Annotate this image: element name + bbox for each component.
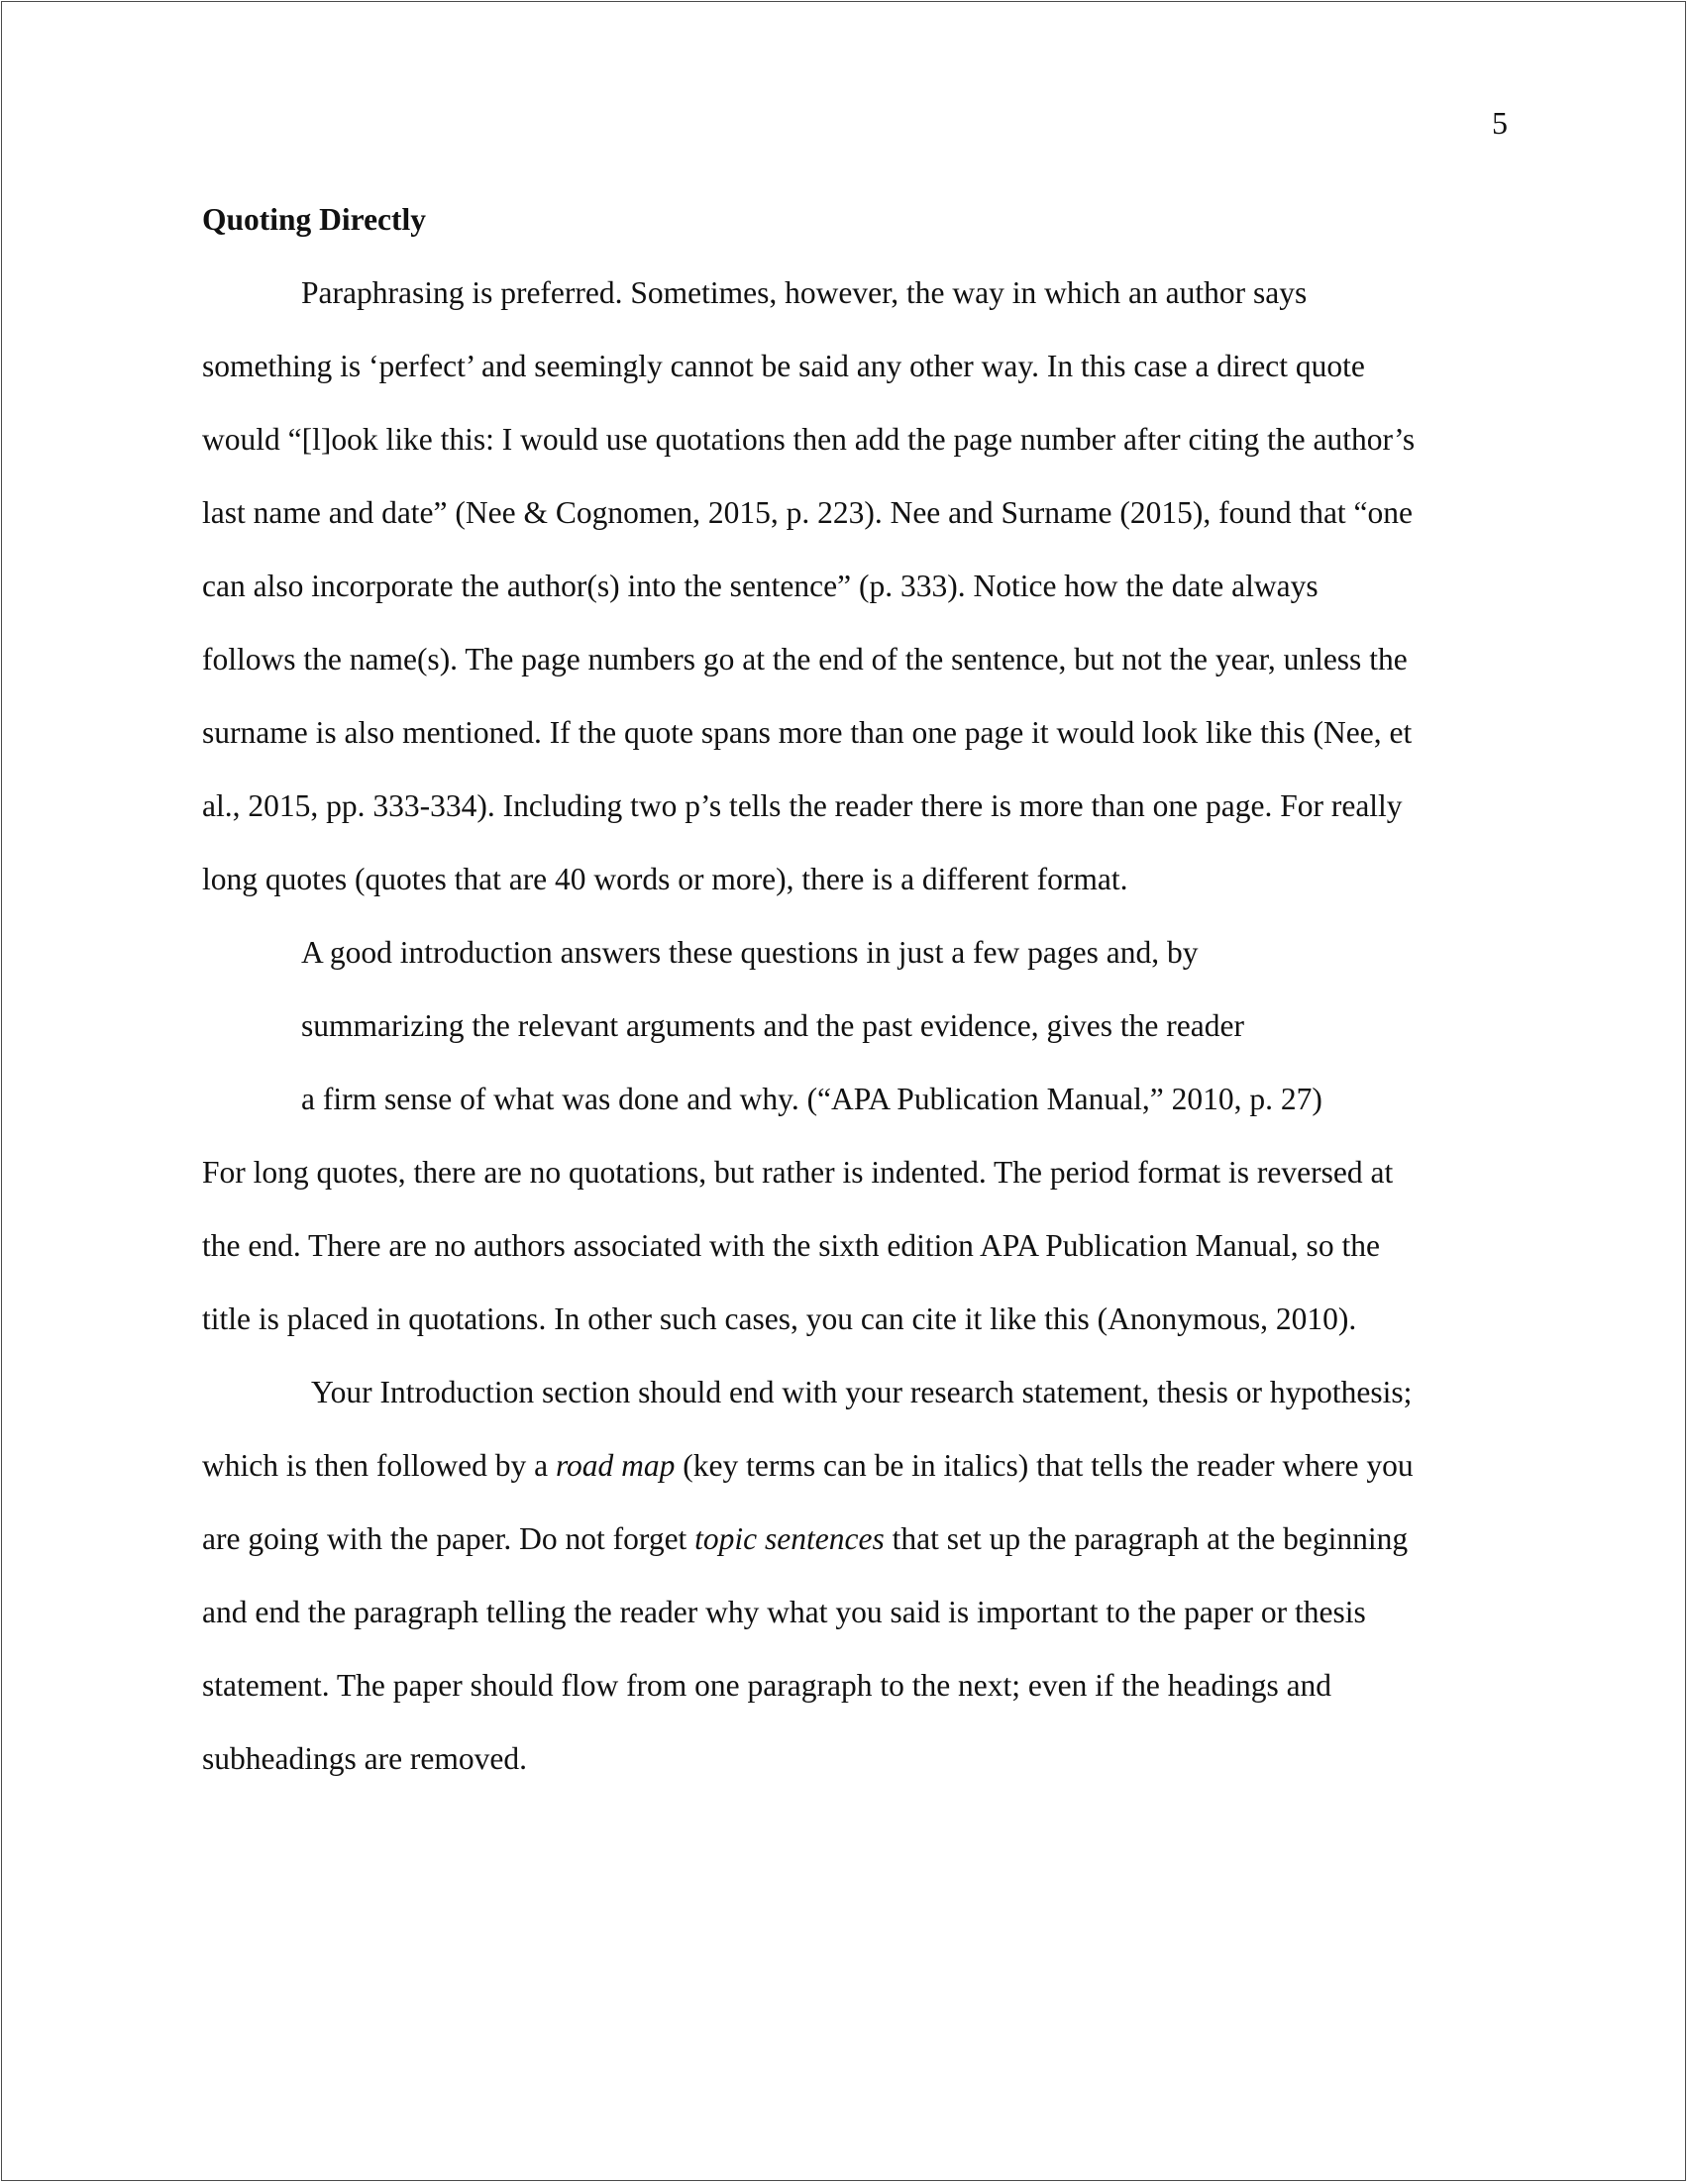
paragraph-1-line: something is ‘perfect’ and seemingly cannot be said any other way. In this case a direct quote <box>202 349 1365 383</box>
text-run: are going with the paper. Do not forget <box>202 1521 695 1556</box>
paragraph-3-line: and end the paragraph telling the reader why what you said is important to the paper or thesis <box>202 1595 1366 1629</box>
paragraph-3-line: subheadings are removed. <box>202 1741 528 1776</box>
paragraph-2-line: For long quotes, there are no quotations, but rather is indented. The period format is reversed at <box>202 1155 1394 1190</box>
document-page <box>1 1 1686 2181</box>
block-quote-line: a firm sense of what was done and why. (“APA Publication Manual,” 2010, p. 27) <box>301 1082 1322 1116</box>
text-run: (key terms can be in italics) that tells the reader where you <box>675 1448 1414 1483</box>
section-heading: Quoting Directly <box>202 202 427 237</box>
paragraph-3-line <box>202 1519 1408 1559</box>
paragraph-1-line: al., 2015, pp. 333-334). Including two p’s tells the reader there is more than one page. For really <box>202 788 1403 823</box>
text-run: that set up the paragraph at the beginning <box>884 1521 1409 1556</box>
paragraph-1-line: can also incorporate the author(s) into the sentence” (p. 333). Notice how the date always <box>202 569 1319 603</box>
paragraph-3-line <box>202 1446 1414 1486</box>
block-quote-line: summarizing the relevant arguments and the past evidence, gives the reader <box>301 1008 1244 1043</box>
paragraph-1-line: would “[l]ook like this: I would use quotations then add the page number after citing the author’s <box>202 422 1416 457</box>
paragraph-2-line: title is placed in quotations. In other such cases, you can cite it like this (Anonymous, 2010). <box>202 1301 1357 1336</box>
paragraph-1-line: follows the name(s). The page numbers go at the end of the sentence, but not the year, unless the <box>202 642 1408 676</box>
text-run: which is then followed by a <box>202 1448 556 1483</box>
italic-term-topic-sentences: topic sentences <box>694 1521 885 1556</box>
paragraph-1-line: Paraphrasing is preferred. Sometimes, however, the way in which an author says <box>301 275 1308 310</box>
paragraph-3-line: Your Introduction section should end with your research statement, thesis or hypothesis; <box>311 1375 1413 1409</box>
paragraph-1-line: surname is also mentioned. If the quote spans more than one page it would look like this (Nee, et <box>202 715 1413 750</box>
paragraph-2-line: the end. There are no authors associated with the sixth edition APA Publication Manual, so the <box>202 1228 1380 1263</box>
italic-term-road-map: road map <box>555 1448 676 1483</box>
paragraph-1-line: last name and date” (Nee & Cognomen, 2015, p. 223). Nee and Surname (2015), found that “one <box>202 495 1414 530</box>
block-quote-line: A good introduction answers these questions in just a few pages and, by <box>301 935 1199 970</box>
paragraph-3-line: statement. The paper should flow from one paragraph to the next; even if the headings and <box>202 1668 1332 1703</box>
paragraph-1-line: long quotes (quotes that are 40 words or more), there is a different format. <box>202 862 1128 896</box>
page-number: 5 <box>1492 105 1508 141</box>
